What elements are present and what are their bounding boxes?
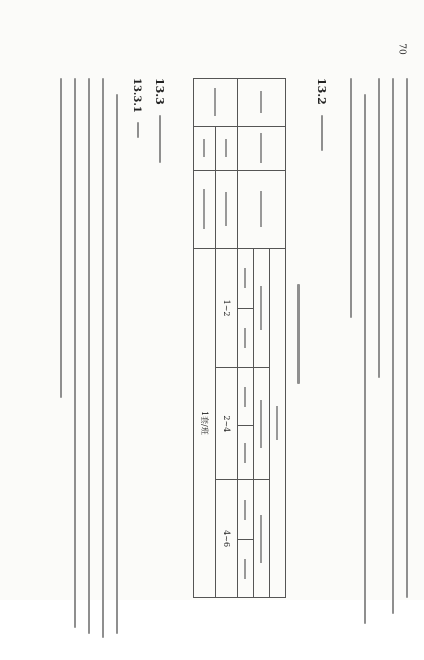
- table-cell: [194, 170, 216, 248]
- heading-text-redacted: [137, 122, 139, 138]
- heading-text-redacted: [159, 115, 161, 163]
- body-text-line: [406, 78, 408, 598]
- header-cell: [238, 126, 286, 170]
- header-cell: [238, 79, 286, 127]
- header-cell: [238, 540, 254, 598]
- table-cell: 1~2: [216, 248, 238, 368]
- table-cell: 2~4: [216, 368, 238, 480]
- table-cell: 1套/班: [194, 248, 216, 597]
- config-table: [193, 78, 286, 598]
- body-text-line: [116, 94, 118, 634]
- header-cell: [238, 480, 254, 540]
- table-caption: [297, 284, 300, 384]
- header-cell: [238, 426, 254, 480]
- body-text-line: [88, 78, 90, 634]
- table-cell: [216, 170, 238, 248]
- body-text-line: [378, 78, 380, 378]
- body-text-line: [392, 78, 394, 614]
- heading-text-redacted: [321, 115, 323, 151]
- header-cell: [254, 248, 270, 368]
- body-text-line: [350, 78, 352, 318]
- header-cell: [254, 368, 270, 480]
- section-heading-13-3: 13.3: [153, 78, 166, 157]
- body-text-line: [102, 78, 104, 638]
- section-heading-13-3-1: 13.3.1: [131, 78, 142, 132]
- table-cell: [194, 126, 216, 170]
- body-text-line: [364, 94, 366, 624]
- rotated-content: [2, 64, 424, 660]
- header-cell: [254, 480, 270, 598]
- header-cell: [238, 170, 286, 248]
- body-text-line: [60, 78, 62, 398]
- header-cell: [238, 308, 254, 368]
- header-cell: [238, 248, 254, 308]
- table-cell: 4~6: [216, 480, 238, 598]
- section-heading-13-2: 13.2: [315, 78, 328, 145]
- page-number: 70: [396, 43, 407, 55]
- table-cell: [194, 79, 238, 127]
- table-cell: [216, 126, 238, 170]
- header-cell: [238, 368, 254, 426]
- header-cell: [270, 248, 286, 597]
- body-text-line: [74, 78, 76, 628]
